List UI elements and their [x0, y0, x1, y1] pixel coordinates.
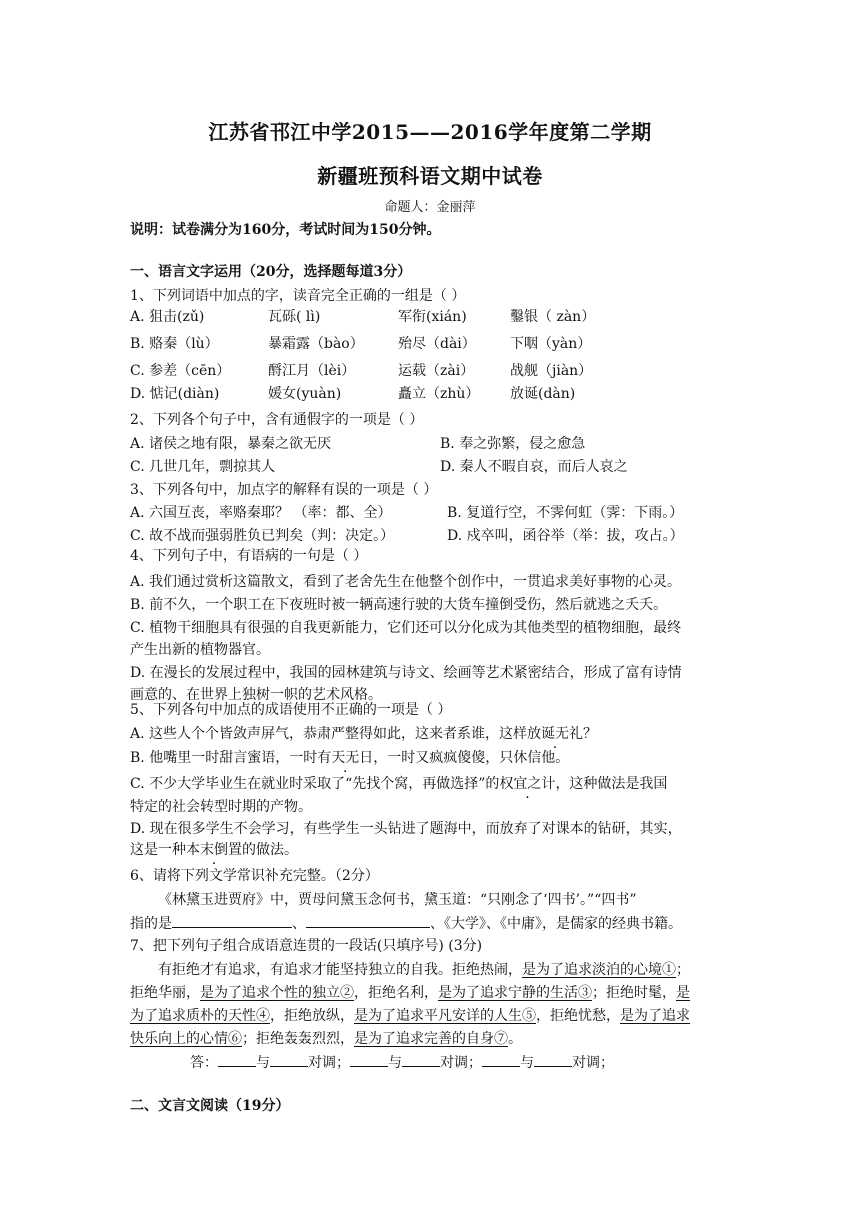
- exam-title-line1: 江苏省邗江中学2015——2016学年度第二学期: [208, 120, 652, 144]
- q1-option-a-4: 鑿银（ zàn）: [510, 309, 596, 325]
- q2-option-c: C. 几世几年，剽掠其人: [130, 459, 276, 475]
- q7-sentence-3: 是为了追求宁静的生活③: [438, 985, 592, 1001]
- q4-option-a: A. 我们通过赏析这篇散文，看到了老舍先生在他整个创作中，一贯追求美好事物的心灵。: [130, 574, 682, 590]
- q5-c-end: ，这种做法是我国: [555, 776, 668, 792]
- q1-option-c-2: 酹江月（lèi）: [268, 363, 356, 379]
- q1-option-b-2: 暴霜露（bào）: [268, 336, 364, 352]
- q7-with: 与: [256, 1055, 270, 1071]
- q7-blank-3[interactable]: [350, 1052, 388, 1067]
- q1-option-c-3: 运载（zài）: [398, 363, 475, 379]
- q7-swap: 对调；: [440, 1055, 482, 1071]
- q7-passage-line1: [158, 960, 690, 980]
- q6-line2: [130, 913, 682, 934]
- q4-option-c-cont: 产生出新的植物器官。: [130, 642, 270, 658]
- q5-d-text: 这是一种: [130, 842, 186, 858]
- q7-answer-label: 答：: [190, 1055, 218, 1071]
- section2-heading: 二、文言文阅读（19分）: [130, 1098, 290, 1114]
- q7-sentence-2: 是为了追求个性的独立②: [200, 985, 354, 1001]
- q6-blank-1[interactable]: [172, 913, 292, 928]
- q2-option-a: A. 诸侯之地有限，暴秦之欲无厌: [130, 436, 332, 452]
- q7-text: ，拒绝放纵，: [270, 1008, 354, 1024]
- q1-option-b-3: 殆尽（dài）: [398, 336, 476, 352]
- q7-text: ，拒绝名利，: [354, 985, 438, 1001]
- q7-sentence-6: 快乐向上的心情⑥: [130, 1031, 242, 1047]
- q4-option-d-cont: 画意的、在世界上独树一帜的艺术风格。: [130, 687, 382, 703]
- q7-sentence-6-start: 是为了追求: [620, 1008, 690, 1024]
- q5-c-text: C. 不少大学毕业生在就业时采取了“先找个窝，再做选择”的: [130, 776, 500, 792]
- q1-option-a-3: 军衔(xián): [398, 309, 467, 325]
- q1-option-b-1: B. 赂秦（lù）: [130, 336, 219, 352]
- q1-option-a-2: 瓦砾( lì): [268, 309, 321, 325]
- q1-option-d-3: 矗立（zhù）: [398, 386, 480, 402]
- q7-sentence-1: 是为了追求淡泊的心境①: [522, 962, 676, 978]
- q6-separator: 、: [292, 916, 306, 932]
- q5-c-idiom: 权宜之计: [499, 776, 556, 792]
- q1-option-a-1: A. 狙击(zǔ): [130, 309, 205, 325]
- q7-sentence-5: 是为了追求平凡安详的人生⑤: [354, 1008, 536, 1024]
- q7-text: 有拒绝才有追求，有追求才能坚持独立的自我。拒绝热闹，: [158, 962, 522, 978]
- q7-text: ，拒绝忧愁，: [536, 1008, 620, 1024]
- q5-option-c-cont: 特定的社会转型时期的产物。: [130, 799, 312, 815]
- q5-option-a: [130, 724, 597, 744]
- q7-passage-line3: [130, 1006, 690, 1026]
- q6-line2-end: 、《大学》、《中庸》，是儒家的经典书籍。: [430, 916, 682, 932]
- q7-with: 与: [388, 1055, 402, 1071]
- q5-option-d: D. 现在很多学生不会学习，有些学生一头钻进了题海中，而放弃了对课本的钻研，其实，: [130, 821, 682, 837]
- q3-option-a: A. 六国互丧，率赂秦耶？ （率：都、全）: [130, 505, 392, 521]
- q7-swap: 对调；: [572, 1055, 614, 1071]
- q4-stem: 4、下列句子中，有语病的一句是（ ）: [130, 548, 368, 564]
- q4-option-c: C. 植物干细胞具有很强的自我更新能力，它们还可以分化成为其他类型的植物细胞，最终: [130, 620, 682, 636]
- q3-option-c: C. 故不战而强弱胜负已判矣（判：决定。）: [130, 528, 395, 544]
- q7-sentence-7: 是为了追求完善的自身⑦: [354, 1031, 508, 1047]
- q1-option-d-2: 媛女(yuàn): [268, 386, 342, 402]
- q1-option-c-1: C. 参差（cēn）: [130, 363, 231, 379]
- q2-option-d: D. 秦人不暇自哀，而后人哀之: [440, 459, 628, 475]
- q7-sentence-4-start: 是: [676, 985, 690, 1001]
- q5-option-c: [130, 774, 667, 794]
- q1-option-b-4: 下咽（yàn）: [510, 336, 592, 352]
- q6-stem: 6、请将下列文学常识补充完整。（2分）: [130, 868, 379, 884]
- q5-a-text: A. 这些人个个皆敛声屏气，恭肃严整得如此，这来者系谁，这样: [130, 726, 528, 742]
- q5-a-idiom: 放诞无礼: [527, 726, 584, 742]
- q2-option-b: B. 奉之弥繁，侵之愈急: [440, 436, 586, 452]
- q5-stem: 5、下列各句中加点的成语使用不正确的一项是（ ）: [130, 702, 452, 718]
- q7-blank-5[interactable]: [482, 1052, 520, 1067]
- q7-answer-line: [190, 1052, 614, 1073]
- exam-title-line2: 新疆班预科语文期中试卷: [317, 164, 543, 188]
- q6-line1: 《林黛玉进贾府》中，贾母问黛玉念何书，黛玉道：“只刚念了‘四书’。”“四书”: [158, 892, 637, 908]
- q7-text: 拒绝华丽，: [130, 985, 200, 1001]
- q7-sentence-4: 为了追求质朴的天性④: [130, 1008, 270, 1024]
- q7-text: ；拒绝时髦，: [592, 985, 676, 1001]
- q3-option-b: B. 复道行空，不霁何虹（霁：下雨。）: [447, 505, 684, 521]
- q7-passage-line4: [130, 1029, 522, 1049]
- q7-passage-line2: [130, 983, 690, 1003]
- q7-text: ；: [676, 962, 690, 978]
- q5-b-end: ，一时又疯疯傻傻，只休信他。: [373, 750, 570, 766]
- q7-text: 。: [508, 1031, 522, 1047]
- q5-d-end: 的做法。: [242, 842, 298, 858]
- q6-line2-start: 指的是: [130, 916, 172, 932]
- q6-blank-2[interactable]: [306, 913, 430, 928]
- q7-text: ；拒绝轰轰烈烈，: [242, 1031, 354, 1047]
- exam-note: 说明：试卷满分为160分，考试时间为150分钟。: [130, 222, 441, 238]
- q1-option-d-1: D. 惦记(diàn): [130, 386, 220, 402]
- q1-option-d-4: 放诞(dàn): [510, 386, 576, 402]
- q3-stem: 3、下列各句中，加点字的解释有误的一项是（ ）: [130, 482, 438, 498]
- q7-swap: 对调；: [308, 1055, 350, 1071]
- q5-d-idiom: 本末倒置: [186, 842, 242, 858]
- q2-stem: 2、下列各个句子中，含有通假字的一项是（ ）: [130, 412, 424, 428]
- q5-b-idiom: 有天无日: [317, 750, 374, 766]
- q7-blank-4[interactable]: [402, 1052, 440, 1067]
- q5-a-end: ？: [583, 726, 598, 742]
- q7-blank-6[interactable]: [534, 1052, 572, 1067]
- q4-option-d: D. 在漫长的发展过程中，我国的园林建筑与诗文、绘画等艺术紧密结合，形成了富有诗情: [130, 665, 682, 681]
- q7-stem: 7、把下列句子组合成语意连贯的一段话(只填序号) (3分): [130, 938, 483, 954]
- q5-option-d-cont: [130, 840, 298, 860]
- q7-blank-2[interactable]: [270, 1052, 308, 1067]
- exam-author: 命题人：金丽萍: [384, 200, 476, 215]
- q7-with: 与: [520, 1055, 534, 1071]
- q5-b-text: B. 他嘴里一时甜言蜜语，一时: [130, 750, 318, 766]
- section1-heading: 一、语言文字运用（20分，选择题每道3分）: [130, 264, 412, 280]
- q5-option-b: [130, 748, 569, 768]
- q4-option-b: B. 前不久，一个职工在下夜班时被一辆高速行驶的大货车撞倒受伤，然后就逃之夭夭。: [130, 597, 668, 613]
- q3-option-d: D. 戍卒叫，函谷举（举：拔，攻占。）: [447, 528, 684, 544]
- q7-blank-1[interactable]: [218, 1052, 256, 1067]
- q1-option-c-4: 战舰（jiàn）: [510, 363, 593, 379]
- q1-stem: 1、下列词语中加点的字，读音完全正确的一组是（ ）: [130, 288, 466, 304]
